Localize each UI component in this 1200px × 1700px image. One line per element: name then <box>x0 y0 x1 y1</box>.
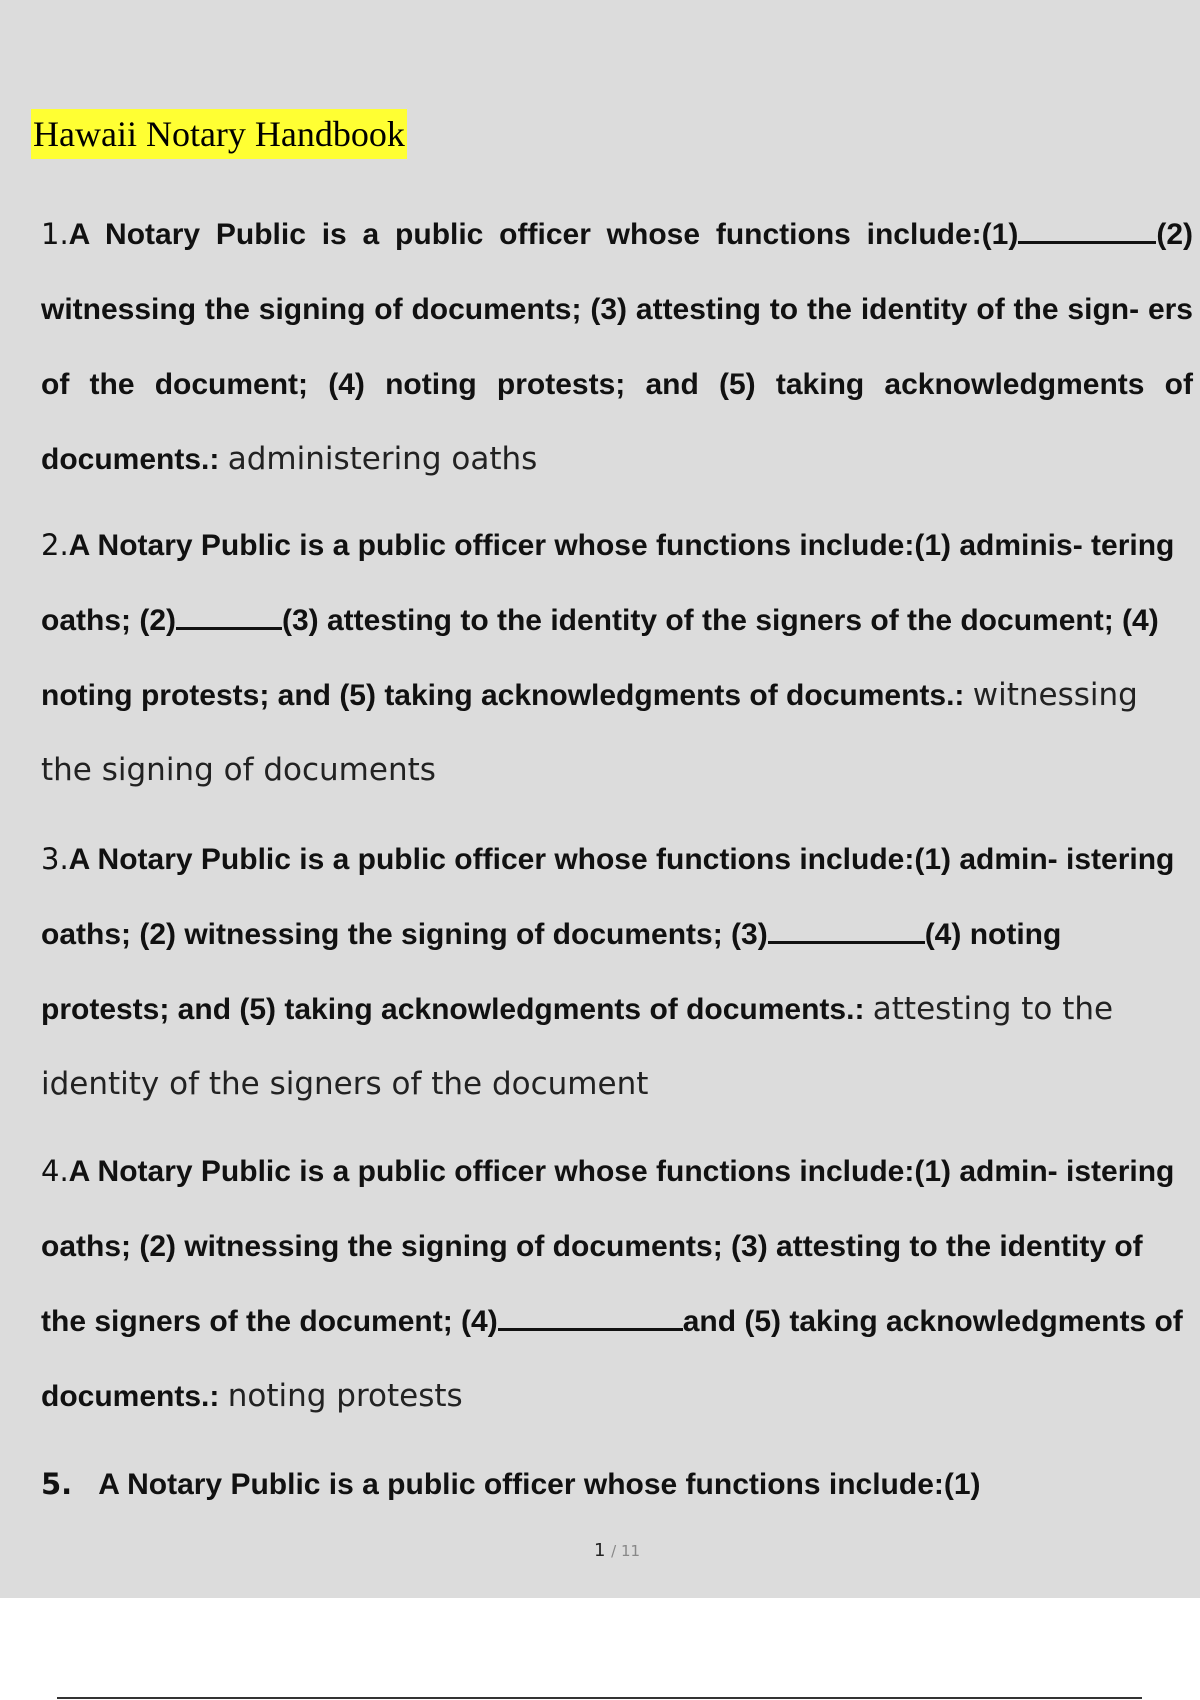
next-page-divider <box>57 1697 1142 1699</box>
question-number: 4. <box>41 1154 69 1188</box>
answer-text: administering oaths <box>227 441 538 477</box>
answer-text: noting protests <box>227 1378 463 1414</box>
document-title: Hawaii Notary Handbook <box>31 109 407 159</box>
page-indicator <box>0 1540 1200 1561</box>
answer-blank <box>176 605 282 630</box>
question-number: 1. <box>41 217 69 251</box>
question-text-before-blank: A Notary Public is a public officer whose functions include:(1) <box>98 1468 981 1501</box>
question-text-before-blank: A Notary Public is a public officer whose functions include:(1) <box>68 218 1019 251</box>
question-text-before-blank: A Notary Public is a public officer whose functions include:(1) admin- istering oaths; (2) witnessing the signing of documents; (3) attesting to the identity of the signers of the document; (4) <box>41 1155 1175 1338</box>
question-1 <box>41 197 1193 497</box>
question-4 <box>41 1134 1193 1434</box>
answer-text: attesting to the identity of the signers of the document <box>41 991 1114 1102</box>
question-text-after-blank: (2) witnessing the signing of documents; (3) attesting to the identity of the sign- ers of the document; (4) noting protests; and (5) taking acknowledgments of documents.: <box>41 218 1193 476</box>
answer-blank <box>768 919 925 944</box>
question-text-before-blank: A Notary Public is a public officer whose functions include:(1) admin- istering oaths; (2) witnessing the signing of documents; (3) <box>41 843 1175 951</box>
question-text-before-blank: A Notary Public is a public officer whose functions include:(1) adminis- tering oaths; (2) <box>41 529 1175 637</box>
question-3 <box>41 822 1193 1122</box>
answer-blank <box>498 1306 683 1331</box>
question-number: 3. <box>41 842 69 876</box>
answer-blank <box>1018 219 1156 244</box>
question-5 <box>41 1447 1193 1522</box>
question-text-after-blank: (3) attesting to the identity of the signers of the document; (4) noting protests; and (5) taking acknowledgments of documents.: <box>41 604 1159 712</box>
question-number: 2. <box>41 528 69 562</box>
answer-text: witnessing the signing of documents <box>41 677 1138 788</box>
question-text-after-blank: and (5) taking acknowledgments of documents.: <box>41 1305 1183 1413</box>
question-number: 5. <box>41 1467 73 1501</box>
total-pages: / 11 <box>611 1542 641 1560</box>
question-2 <box>41 508 1193 808</box>
current-page-number: 1 <box>593 1540 606 1561</box>
question-text-after-blank: (4) noting protests; and (5) taking acknowledgments of documents.: <box>41 918 1062 1026</box>
